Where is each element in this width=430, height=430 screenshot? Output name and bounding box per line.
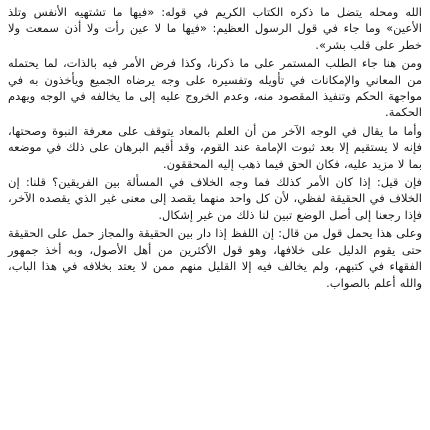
document-paragraph-3: وأما ما يقال في الوجه الآخر من أن العلم بالمعاد يتوقف على معرفة النبوة وصحتها، فإنه لا يستقيم إلا بعد ثبوت الإمامة عند القوم، وقد أقيم البرهان على ذلك في موضعه بما لا مزيد عليه، فكان الحق فيما ذهب إليه المحققون. — [8, 123, 422, 171]
document-paragraph-5: وعلى هذا يحمل قول من قال: إن اللفظ إذا دار بين الحقيقة والمجاز حمل على الحقيقة حتى يقوم الدليل على خلافها، وهو قول الأكثرين من أهل الأصول، وبه أخذ جمهور الفقهاء في كتبهم، ولم يخالف فيه إلا القليل منهم ممن لا يعتد بخلافه في هذا الباب، والله أعلم بالصواب. — [8, 226, 422, 290]
document-paragraph-2: ومن هنا جاء الطلب المستمر على ما ذكرنا، وكذا فرض الأمر فيه بالذات، لما يحتمله من المعاني والإمكانات في تأويله وتفسيره على وجه يرضاه الجميع ويأخذون به في مواجهة الحكم وتنفيذ المقصود منه، وعدم الخروج عليه إلى ما يخالفه في الوجه ويهدم الحكمة. — [8, 56, 422, 120]
document-paragraph-4: فإن قيل: إذا كان الأمر كذلك فما وجه الخلاف في المسألة بين الفريقين؟ قلنا: إن الخلاف في الحقيقة لفظي، لأن كل واحد منهما يقصد إلى معنى غير الذي يقصده الآخر، فإذا رجعنا إلى أصل الوضع تبين لنا ذلك من غير إشكال. — [8, 175, 422, 222]
document-paragraph-1: الله ومحله يتضل ما ذكره الكتاب الكريم في قوله: «فيها ما تشتهيه الأنفس وتلذ الأعين» وما جاء في قول الرسول العظيم: «فيها ما لا عين رأت ولا أذن سمعت ولا خطر على قلب بشر». — [8, 5, 422, 52]
